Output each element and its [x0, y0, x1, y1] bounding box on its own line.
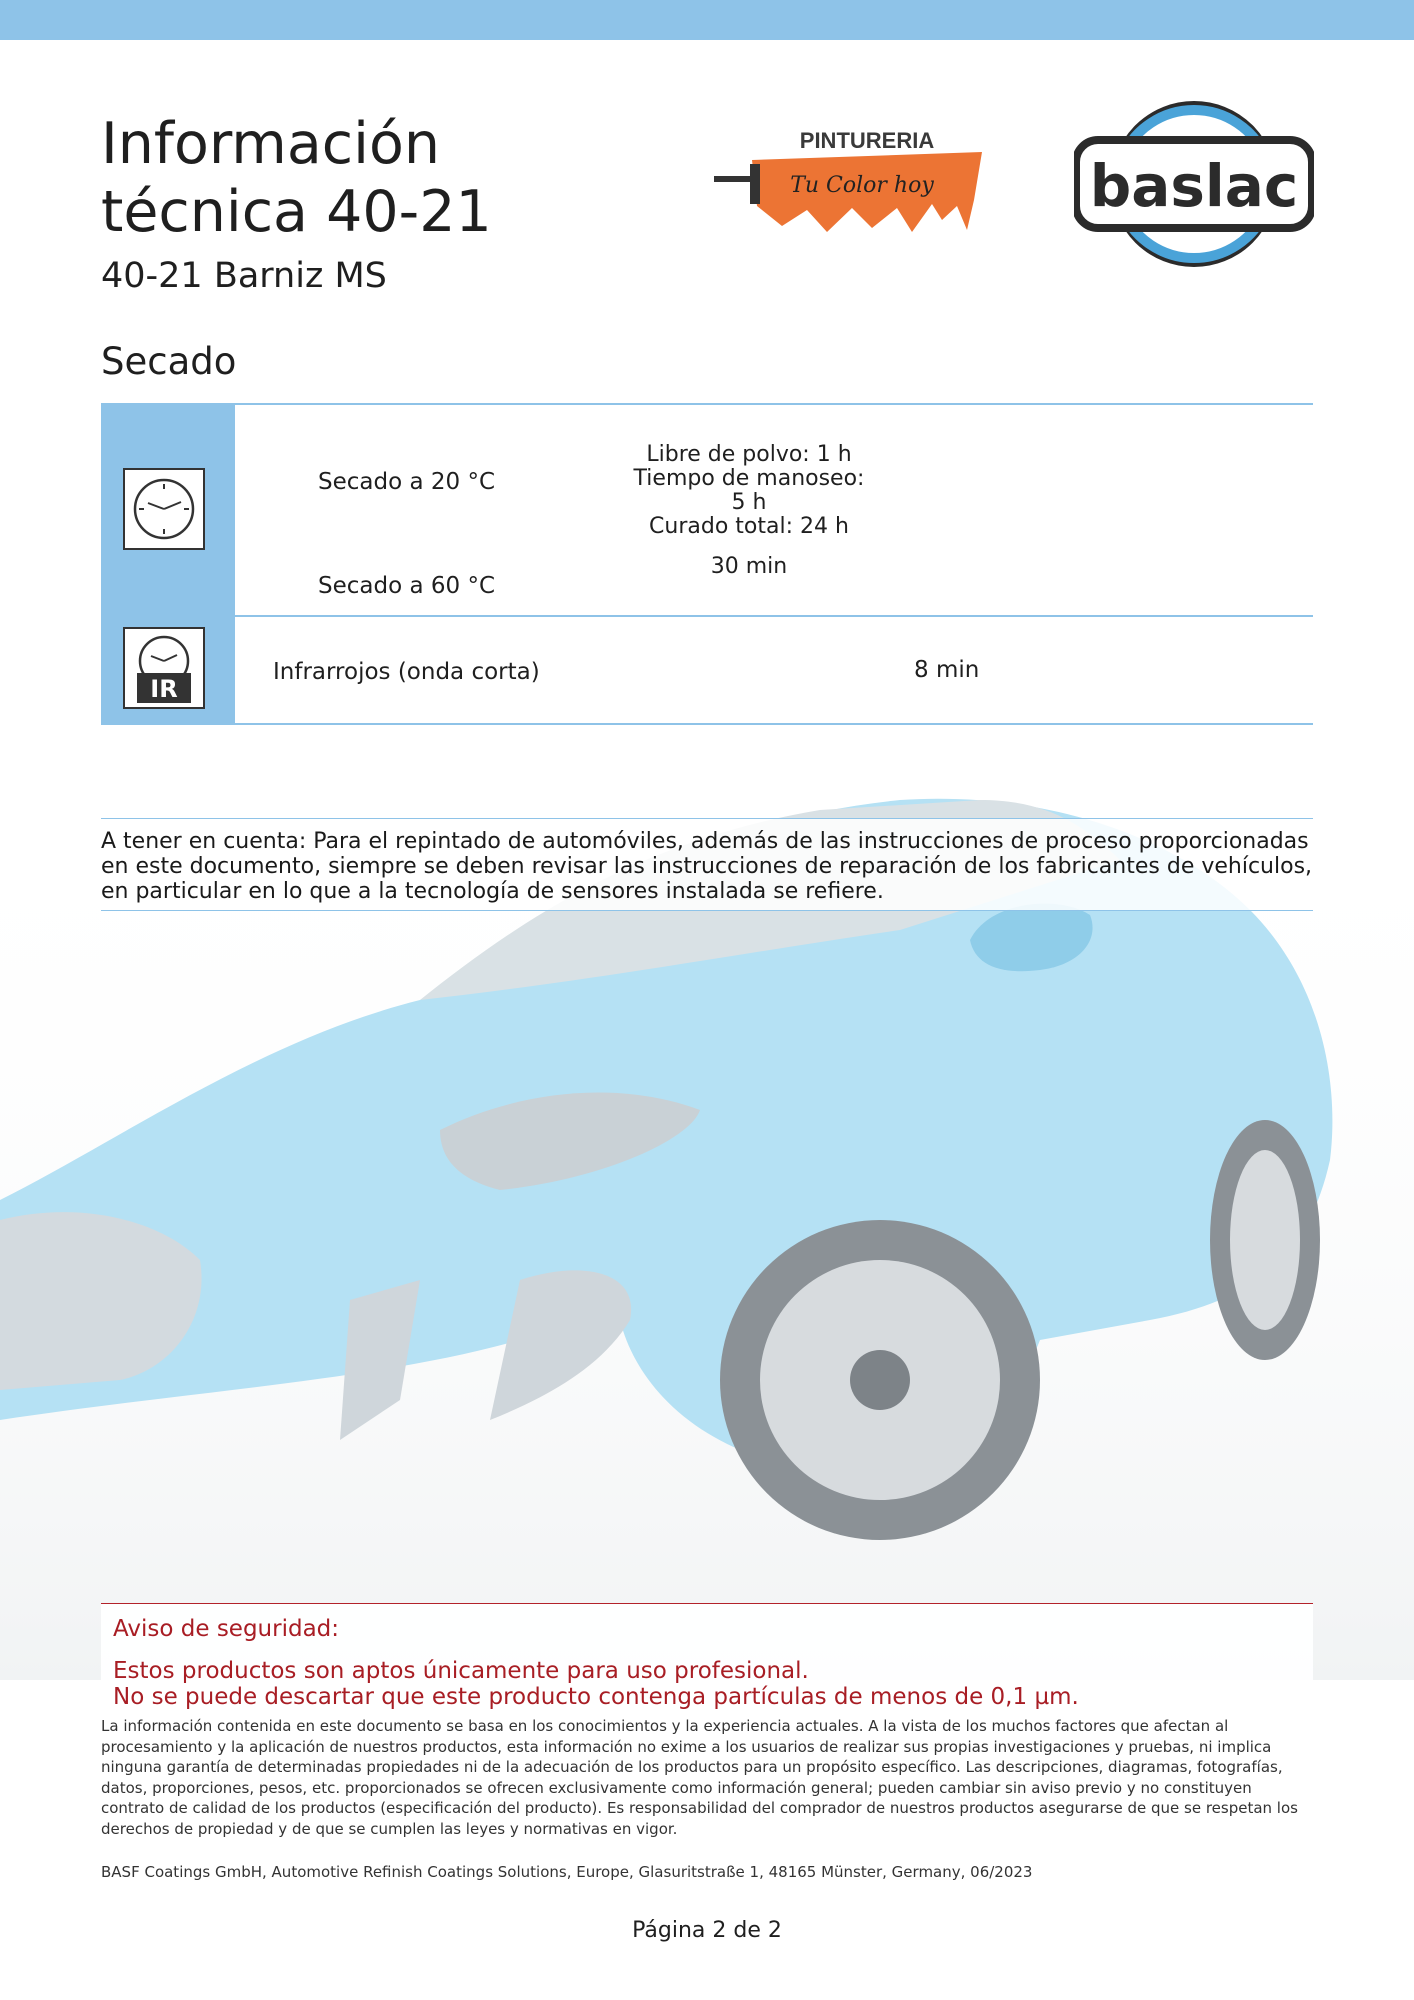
product-subtitle: 40-21 Barniz MS: [101, 256, 387, 296]
svg-text:IR: IR: [150, 675, 178, 703]
icon-cell: [101, 613, 235, 723]
pintureria-logo: [712, 120, 1002, 250]
company-address: BASF Coatings GmbH, Automotive Refinish Coatings Solutions, Europe, Glasuritstraße 1, 48165 Münster, Germany, 06/2023: [101, 1863, 1033, 1881]
dust-free-time: Libre de polvo: 1 h: [646, 442, 852, 467]
drying-table: [101, 403, 1313, 725]
infrared-value: 8 min: [914, 657, 980, 683]
handling-time-value: 5 h: [731, 490, 767, 515]
drying-60c-label: Secado a 60 °C: [318, 573, 496, 599]
icon-cell: [101, 405, 235, 615]
baslac-logo-text: baslac: [1089, 152, 1299, 220]
title-line-2: técnica 40-21: [101, 179, 492, 245]
table-row-drying: [101, 403, 1313, 617]
note-paragraph: A tener en cuenta: Para el repintado de automóviles, además de las instrucciones de proceso proporcionadas en este documento, siempre se deben revisar las instrucciones de reparación de los fabricantes de vehículos, en particular en lo que a la tecnología de sensores instalada se refiere.: [101, 818, 1313, 911]
title-line-1: Información: [101, 111, 440, 177]
car-background-image: [0, 780, 1414, 1680]
handling-time-label: Tiempo de manoseo:: [633, 466, 865, 491]
safety-line-1: Estos productos son aptos únicamente para uso profesional.: [113, 1658, 809, 1684]
safety-notice: [101, 1603, 1313, 1714]
baslac-logo: [1074, 100, 1314, 268]
document-title: [101, 110, 492, 246]
drying-60c-value: 30 min: [710, 554, 788, 579]
top-accent-bar: [0, 0, 1414, 40]
page-number: Página 2 de 2: [632, 1918, 782, 1943]
drying-20c-label: Secado a 20 °C: [318, 469, 496, 495]
infrared-label: Infrarrojos (onda corta): [273, 659, 540, 685]
full-cure-time: Curado total: 24 h: [649, 514, 849, 539]
section-title-drying: Secado: [101, 340, 237, 383]
infrared-clock-icon: [123, 627, 205, 709]
drying-20c-values: [581, 443, 917, 539]
safety-line-2: No se puede descartar que este producto contenga partículas de menos de 0,1 µm.: [113, 1684, 1079, 1710]
pintureria-logo-top-text: PINTURERIA: [799, 128, 935, 153]
table-row-infrared: [101, 613, 1313, 725]
safety-heading: Aviso de seguridad:: [113, 1616, 340, 1642]
legal-disclaimer: La información contenida en este documento se basa en los conocimientos y la experiencia actuales. A la vista de los muchos factores que afectan al procesamiento y la aplicación de nuestros productos, esta información no exime a los usuarios de realizar sus propias investigaciones y pruebas, ni implica ninguna garantía de determinadas propiedades ni de la adecuación de los productos para un propósito específico. Las descripciones, diagramas, fotografías, datos, proporciones, pesos, etc. proporcionados se ofrecen exclusivamente como información general; pueden cambiar sin aviso previo y no constituyen contrato de calidad de los productos (especificación del producto). Es responsabilidad del comprador de nuestros productos asegurarse de que se respetan los derechos de propiedad y de que se cumplen las leyes y normativas en vigor.: [101, 1717, 1298, 1838]
pintureria-logo-script-text: Tu Color hoy: [790, 173, 934, 198]
clock-icon: [123, 468, 205, 550]
